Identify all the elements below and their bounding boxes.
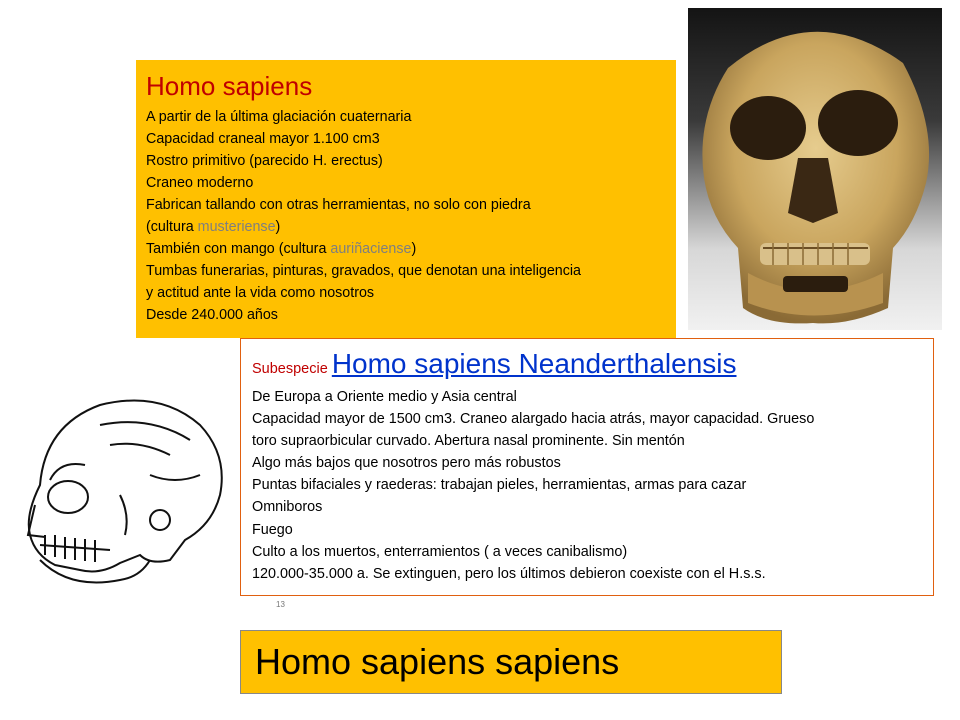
page-number: 13 <box>276 600 285 609</box>
culture-suffix: ) <box>411 241 417 257</box>
neanderthal-link[interactable]: Homo sapiens Neanderthalensis <box>331 348 737 379</box>
culture-prefix: (cultura <box>146 219 198 235</box>
neanderthal-line: Puntas bifaciales y raederas: trabajan pieles, herramientas, armas para cazar <box>252 477 747 494</box>
culture-prefix: También con mango (cultura <box>146 241 331 257</box>
neanderthal-line: Fuego <box>252 521 293 538</box>
sapiens-line: Desde 240.000 años <box>146 307 278 323</box>
neanderthal-line: De Europa a Oriente medio y Asia central <box>252 389 517 405</box>
homo-sapiens-sapiens-title: Homo sapiens sapiens <box>255 641 620 682</box>
subspecies-label: Subespecie <box>252 361 332 377</box>
sapiens-culture-line-2 <box>146 238 666 260</box>
neanderthal-line: 120.000-35.000 a. Se extinguen, pero los últimos debieron coexiste con el H.s.s. <box>252 565 766 582</box>
neanderthal-line: Omniboros <box>252 499 323 516</box>
skull-photo <box>688 8 942 330</box>
sapiens-line: Fabrican tallando con otras herramientas, no solo con piedra <box>146 197 531 213</box>
homo-sapiens-box <box>136 60 676 338</box>
sapiens-line: Capacidad craneal mayor 1.100 cm3 <box>146 131 380 147</box>
neanderthal-line: Algo más bajos que nosotros pero más robustos <box>252 455 561 472</box>
culture-auriñaciense: auriñaciense <box>330 241 412 257</box>
culture-musteriense: musteriense <box>197 219 276 235</box>
sapiens-line: A partir de la última glaciación cuaternaria <box>146 109 412 125</box>
neanderthal-heading <box>252 347 933 386</box>
skull-drawing <box>0 385 240 600</box>
homo-sapiens-title: Homo sapiens <box>146 71 313 101</box>
homo-sapiens-sapiens-box <box>240 630 782 694</box>
neanderthal-line: toro supraorbicular curvado. Abertura nasal prominente. Sin mentón <box>252 433 685 450</box>
skull-photo-graphic <box>688 8 942 330</box>
neanderthal-line: Culto a los muertos, enterramientos ( a veces canibalismo) <box>252 543 628 560</box>
sapiens-line: Craneo moderno <box>146 175 254 191</box>
sapiens-line: Tumbas funerarias, pinturas, gravados, que denotan una inteligencia <box>146 263 582 279</box>
culture-suffix: ) <box>275 219 281 235</box>
neanderthal-box <box>240 338 934 596</box>
sapiens-line: Rostro primitivo (parecido H. erectus) <box>146 153 383 169</box>
sapiens-line: y actitud ante la vida como nosotros <box>146 285 375 301</box>
sapiens-culture-line-1 <box>146 216 666 238</box>
skull-drawing-graphic <box>0 385 240 600</box>
neanderthal-line: Capacidad mayor de 1500 cm3. Craneo alargado hacia atrás, mayor capacidad. Grueso <box>252 411 815 428</box>
